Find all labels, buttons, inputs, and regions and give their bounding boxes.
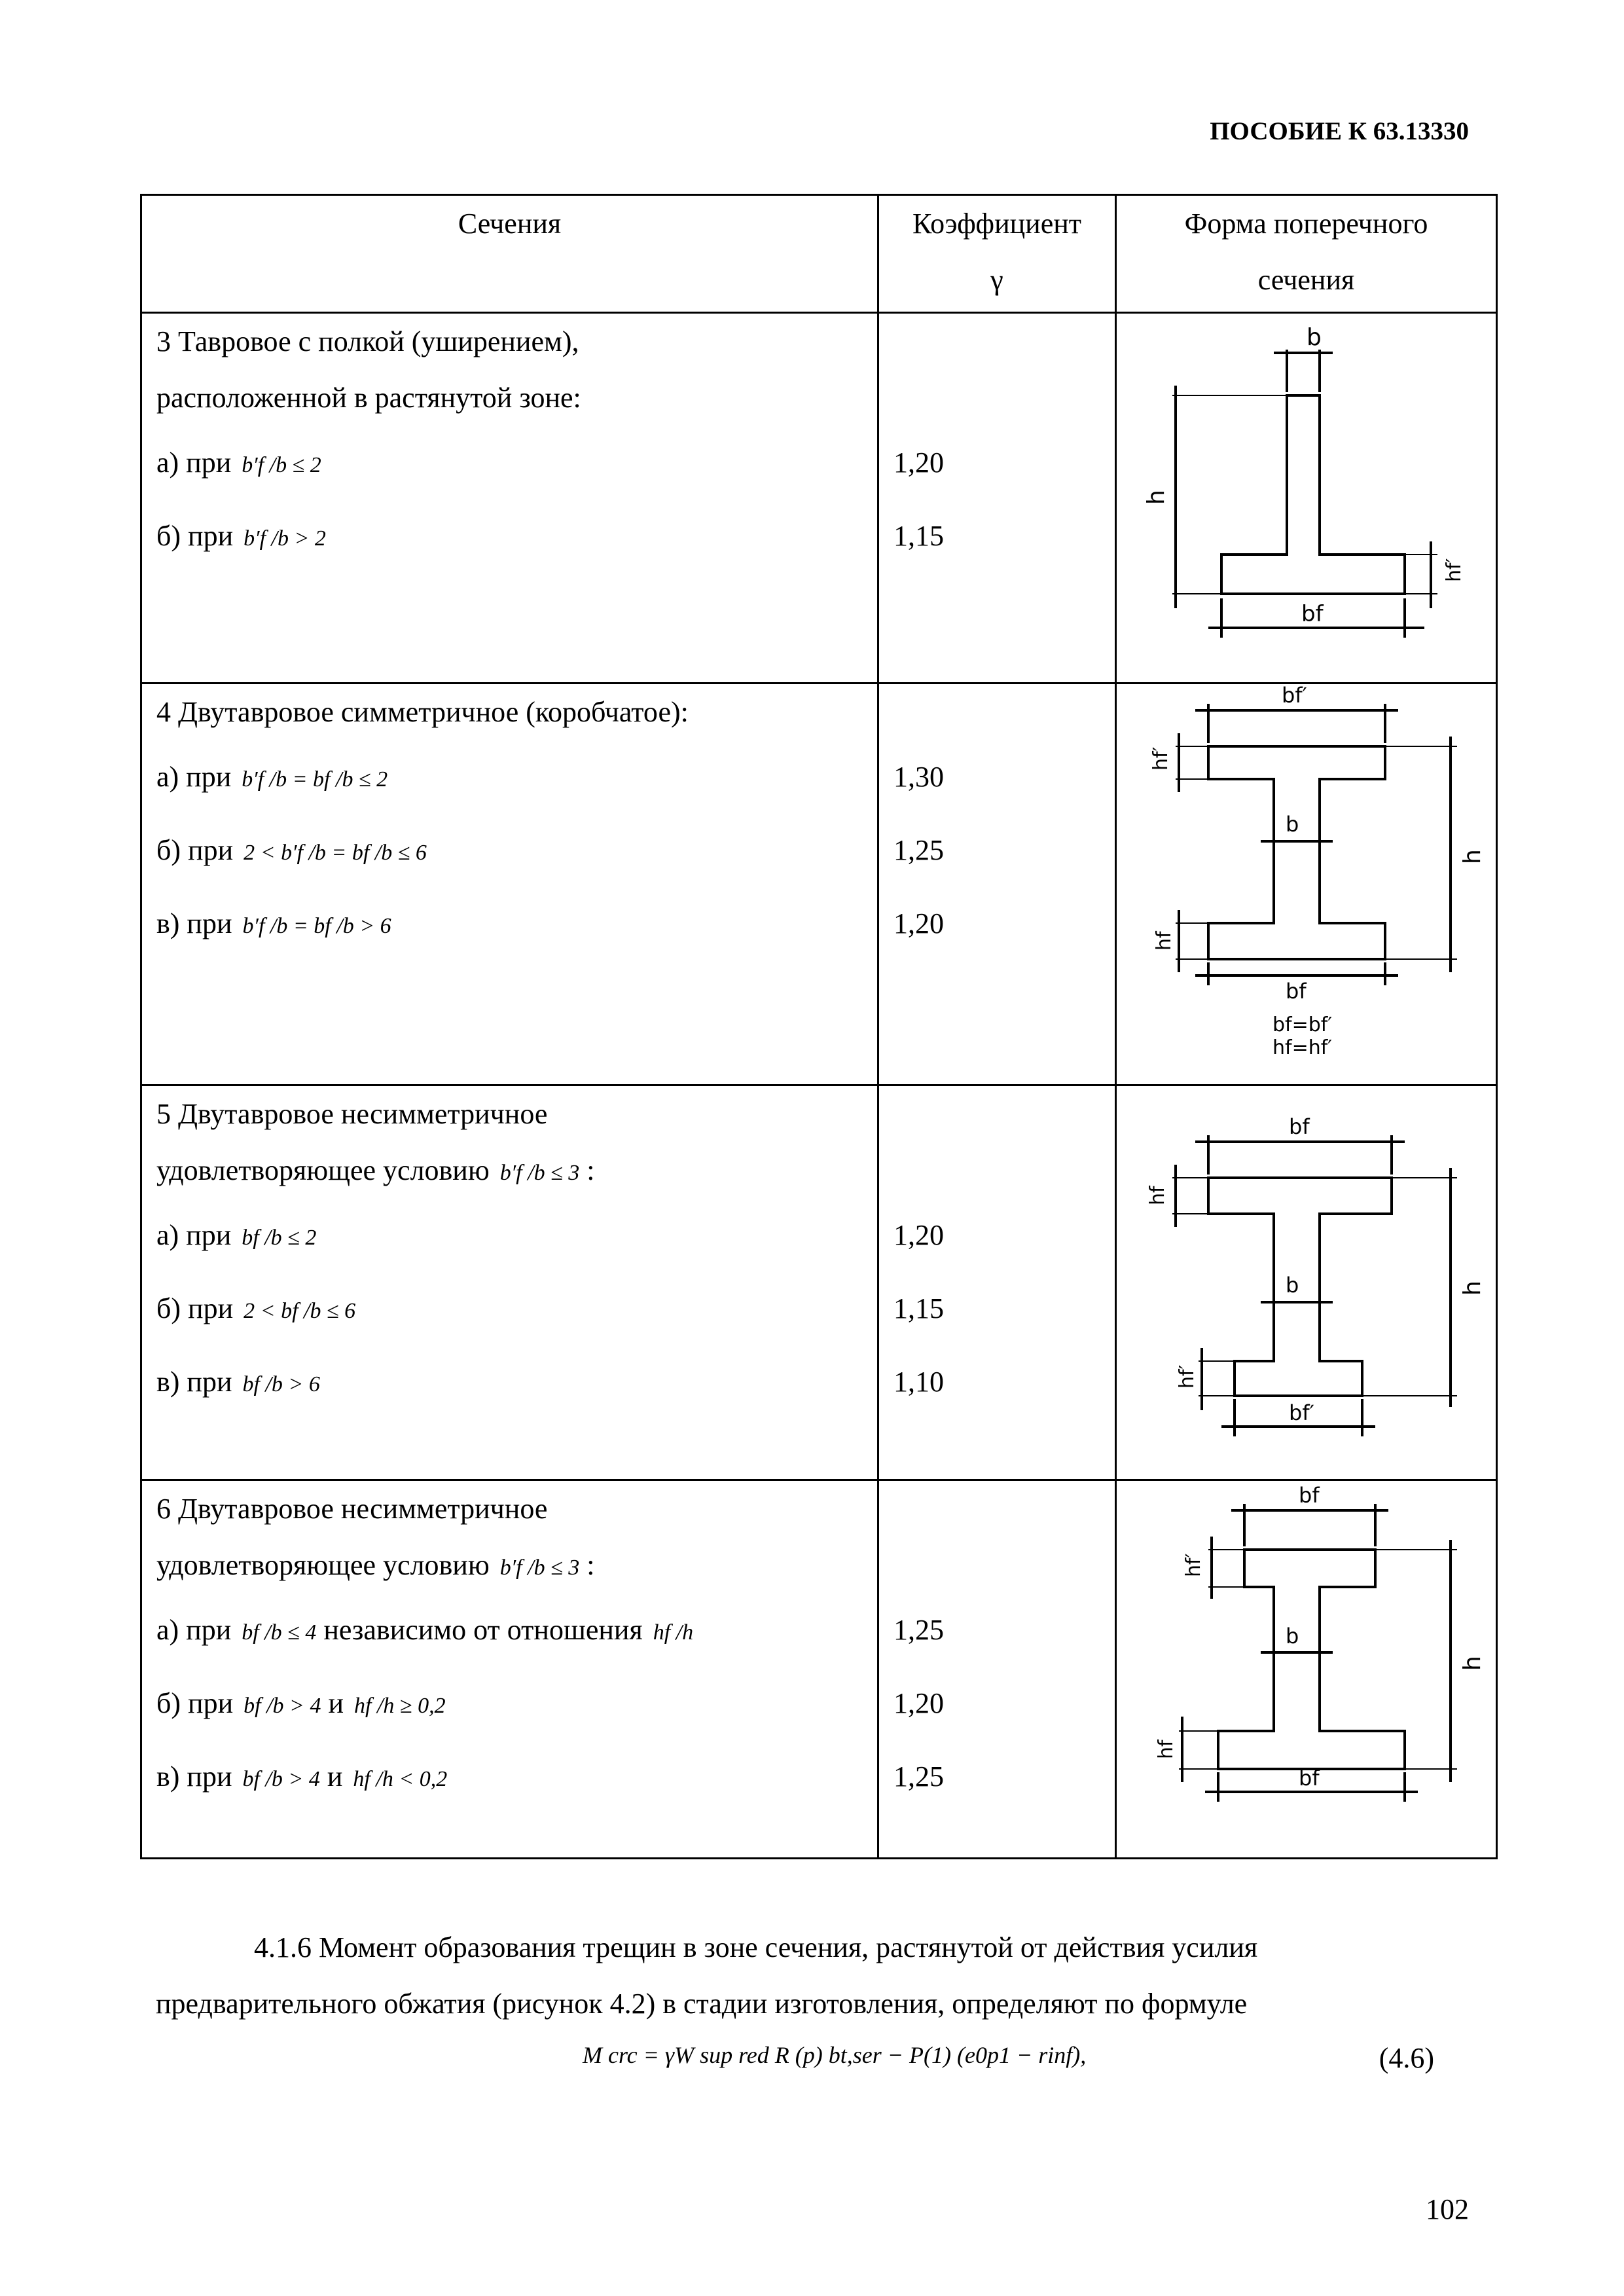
label-b: b [1286, 1273, 1299, 1298]
case-prefix: б) при [156, 520, 234, 552]
coef-value: 1,20 [893, 1219, 944, 1251]
header-coef-line2: γ [990, 264, 1003, 296]
section-title-line: 4 Двутавровое симметричное (коробчатое): [156, 696, 689, 728]
section-description [141, 313, 878, 683]
header-coefficient [878, 195, 1116, 313]
case-prefix: а) при [156, 1614, 232, 1646]
title-condition: b′f /b ≤ 3 [499, 1161, 580, 1185]
case-line [156, 1345, 877, 1419]
label-hf-top: hf′ [1182, 1553, 1205, 1577]
coef-value: 1,30 [893, 761, 944, 793]
case-line [156, 500, 877, 573]
shape-cell [1116, 1085, 1497, 1480]
case-line [156, 740, 877, 814]
formula-4-6: M crc = γW sup red R (p) bt,ser − P(1) (e0p1 − rinf), [583, 2042, 1087, 2068]
label-h: h [1143, 490, 1170, 505]
label-hf-top: hf [1146, 1186, 1169, 1205]
label-bf-top: bf [1289, 1114, 1310, 1139]
note-bf: bf=bf′ [1272, 1013, 1333, 1036]
case-condition: bf /b > 4 [244, 1694, 321, 1718]
coef-value: 1,20 [893, 1687, 944, 1719]
case-line [156, 1667, 877, 1740]
coefficient-cell [878, 313, 1116, 683]
coef-value: 1,15 [893, 520, 944, 552]
formula-number: (4.6) [1379, 2042, 1434, 2074]
case-line [156, 1199, 877, 1272]
document-header: ПОСОБИЕ К 63.13330 [1210, 117, 1469, 145]
header-shape [1116, 195, 1497, 313]
header-shape-line1: Форма поперечного [1184, 208, 1428, 240]
label-h: h [1459, 1281, 1486, 1296]
section-title-line: 6 Двутавровое несимметричное [156, 1493, 548, 1525]
coef-value: 1,20 [893, 446, 944, 479]
case-condition2: hf /h < 0,2 [353, 1767, 448, 1791]
coef-value: 1,10 [893, 1366, 944, 1398]
case-condition: b′f /b = bf /b > 6 [242, 914, 391, 938]
coefficient-cell [878, 1480, 1116, 1859]
case-prefix: в) при [156, 1760, 232, 1793]
case-line [156, 1594, 877, 1667]
coefficient-cell [878, 683, 1116, 1085]
page-number: 102 [1426, 2193, 1469, 2225]
header-coef-line1: Коэффициент [912, 208, 1082, 240]
case-middle: и [327, 1760, 343, 1793]
coefficient-cell [878, 1085, 1116, 1480]
section-title-line: удовлетворяющее условию b′f /b ≤ 3 : [156, 1154, 595, 1186]
label-hf-bot: hf [1155, 1740, 1178, 1759]
coef-value: 1,25 [893, 1614, 944, 1646]
section-title-line: удовлетворяющее условию b′f /b ≤ 3 : [156, 1549, 595, 1581]
label-bf-top: bf′ [1282, 684, 1307, 708]
coefficient-table [140, 194, 1498, 1859]
paragraph-line-2: предварительного обжатия (рисунок 4.2) в стадии изготовления, определяют по формуле [156, 1988, 1248, 2020]
case-condition: b′f /b ≤ 2 [242, 453, 321, 477]
label-bf-top: bf [1299, 1483, 1320, 1508]
table-header-row [141, 195, 1497, 313]
case-middle: и [328, 1687, 344, 1719]
case-line [156, 1272, 877, 1345]
shape-cell [1116, 683, 1497, 1085]
t-section-drawing [1117, 314, 1498, 684]
coef-value: 1,25 [893, 834, 944, 866]
i-section-asymmetric-drawing [1117, 1086, 1498, 1481]
i-section-asymmetric-drawing-2 [1117, 1481, 1498, 1859]
case-condition2: hf /h ≥ 0,2 [354, 1694, 446, 1718]
case-condition: bf /b > 4 [242, 1767, 320, 1791]
i-section-symmetric-drawing [1117, 684, 1498, 1086]
case-prefix: в) при [156, 1366, 232, 1398]
case-prefix: б) при [156, 1687, 234, 1719]
case-middle: независимо от отношения [323, 1614, 643, 1646]
case-condition: bf /b > 6 [242, 1372, 320, 1396]
case-condition: 2 < bf /b ≤ 6 [244, 1299, 356, 1323]
table-row [141, 683, 1497, 1085]
label-hf-bot: hf′ [1176, 1364, 1199, 1389]
case-condition: b′f /b > 2 [244, 526, 326, 551]
table-row [141, 1480, 1497, 1859]
case-line [156, 814, 877, 887]
label-h: h [1459, 1656, 1486, 1671]
section-description [141, 1085, 878, 1480]
table-row [141, 1085, 1497, 1480]
label-b: b [1286, 1624, 1299, 1649]
case-line [156, 1740, 877, 1813]
case-prefix: а) при [156, 761, 232, 793]
section-title-line: 3 Тавровое с полкой (уширением), [156, 325, 579, 357]
case-prefix: в) при [156, 907, 232, 939]
coef-value: 1,25 [893, 1760, 944, 1793]
case-line [156, 426, 877, 500]
section-title-line: 5 Двутавровое несимметричное [156, 1098, 548, 1130]
paragraph-line-1: 4.1.6 Момент образования трещин в зоне сечения, растянутой от действия усилия [254, 1931, 1258, 1963]
label-b: b [1307, 324, 1322, 351]
case-condition: bf /b ≤ 4 [242, 1620, 317, 1645]
label-bf-bot: bf′ [1289, 1400, 1314, 1425]
title-condition: b′f /b ≤ 3 [499, 1556, 580, 1580]
shape-cell [1116, 313, 1497, 683]
label-bf-bot: bf [1286, 979, 1307, 1004]
case-line [156, 887, 877, 960]
label-hf-bot: hf [1153, 931, 1176, 951]
label-bf-bot: bf [1299, 1766, 1320, 1791]
label-b: b [1286, 812, 1299, 837]
coef-value: 1,15 [893, 1292, 944, 1324]
coef-value: 1,20 [893, 907, 944, 939]
case-prefix: а) при [156, 446, 232, 479]
section-title-line: расположенной в растянутой зоне: [156, 382, 581, 414]
label-hf-top: hf′ [1149, 746, 1172, 771]
label-h: h [1459, 849, 1486, 864]
case-prefix: б) при [156, 1292, 234, 1324]
label-bf: bf [1301, 601, 1324, 627]
case-prefix: б) при [156, 834, 234, 866]
case-prefix: а) при [156, 1219, 232, 1251]
header-sections: Сечения [141, 195, 878, 313]
note-hf: hf=hf′ [1272, 1036, 1333, 1059]
table-row [141, 313, 1497, 683]
section-description [141, 1480, 878, 1859]
header-shape-line2: сечения [1257, 264, 1355, 296]
case-condition: bf /b ≤ 2 [242, 1226, 317, 1250]
case-condition: b′f /b = bf /b ≤ 2 [242, 767, 388, 792]
section-description [141, 683, 878, 1085]
case-condition: 2 < b′f /b = bf /b ≤ 6 [244, 841, 427, 865]
shape-cell [1116, 1480, 1497, 1859]
label-hf: hf′ [1443, 558, 1466, 582]
case-condition2: hf /h [653, 1620, 694, 1645]
